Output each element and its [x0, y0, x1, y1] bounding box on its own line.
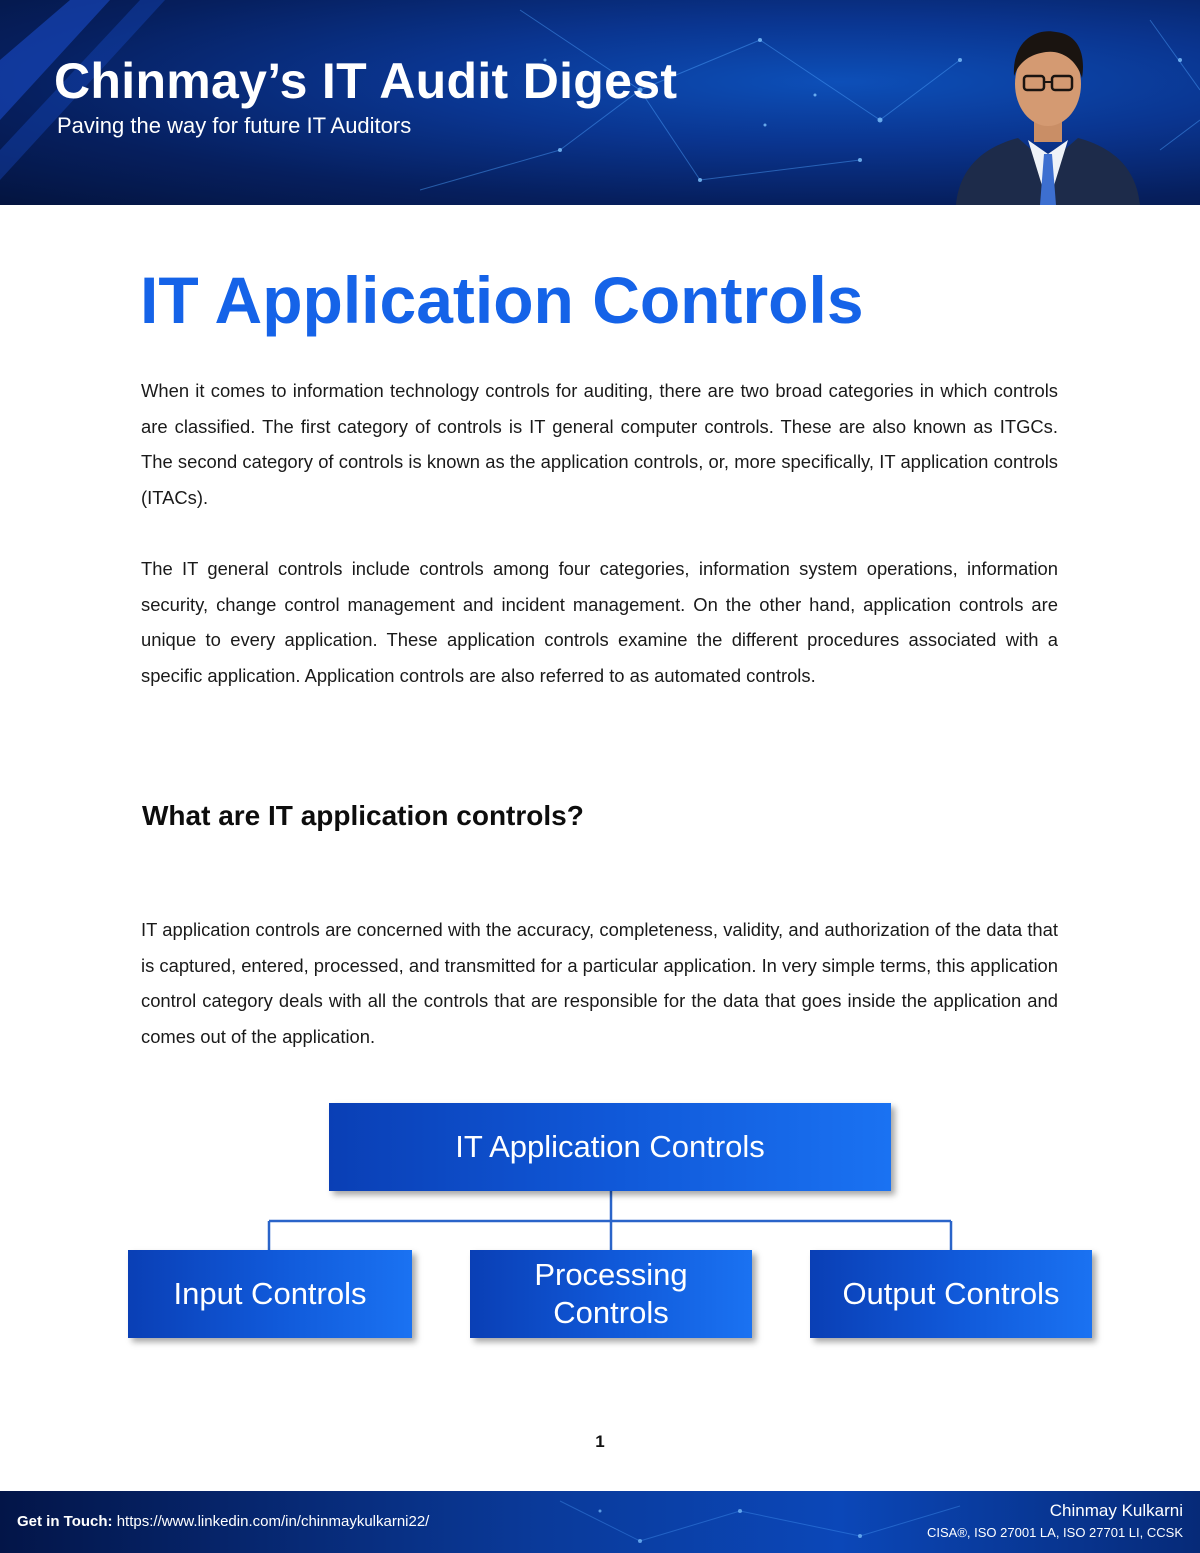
section-heading: What are IT application controls?: [142, 800, 584, 831]
header-banner: [0, 0, 1200, 205]
page-title: IT Application Controls: [140, 263, 864, 337]
diagram-root-box: IT Application Controls: [329, 1103, 891, 1191]
diagram-processing-controls-box: [470, 1250, 752, 1338]
contact-line: [17, 1513, 429, 1530]
linkedin-link[interactable]: https://www.linkedin.com/in/chinmaykulkarni22/: [116, 1513, 430, 1530]
diagram-input-controls-box: Input Controls: [128, 1250, 412, 1338]
diagram-processing-controls-label: Processing Controls: [534, 1257, 688, 1330]
contact-label: Get in Touch:: [17, 1513, 113, 1530]
site-title: Chinmay’s IT Audit Digest: [54, 53, 678, 109]
intro-paragraph: When it comes to information technology controls for auditing, there are two broad categories in which controls are classified. The first category of controls is IT general computer controls. These are also known as ITGCs. The second category of controls is known as the application controls, or, more specifically, IT application controls (ITACs).: [141, 380, 1058, 508]
site-tagline: Paving the way for future IT Auditors: [57, 113, 412, 138]
diagram-output-controls-box: Output Controls: [810, 1250, 1092, 1338]
page-number: 1: [595, 1432, 605, 1451]
controls-hierarchy-diagram: [0, 1095, 1200, 1355]
author-name: Chinmay Kulkarni: [1049, 1501, 1183, 1520]
footer-banner: [0, 1491, 1200, 1553]
itac-definition-paragraph: IT application controls are concerned with the accuracy, completeness, validity, and authorization of the data that is captured, entered, processed, and transmitted for a particular application. In very simple terms, this application control category deals with all the controls that are responsible for the data that goes inside the application and comes out of the application.: [141, 919, 1058, 1047]
author-portrait: [948, 14, 1148, 205]
itgc-paragraph: The IT general controls include controls among four categories, information system operations, information security, change control management and incident management. On the other hand, application controls are unique to every application. These application controls examine the different procedures associated with a specific application. Application controls are also referred to as automated controls.: [141, 558, 1058, 686]
author-credentials: CISA®, ISO 27001 LA, ISO 27701 LI, CCSK: [927, 1525, 1183, 1540]
